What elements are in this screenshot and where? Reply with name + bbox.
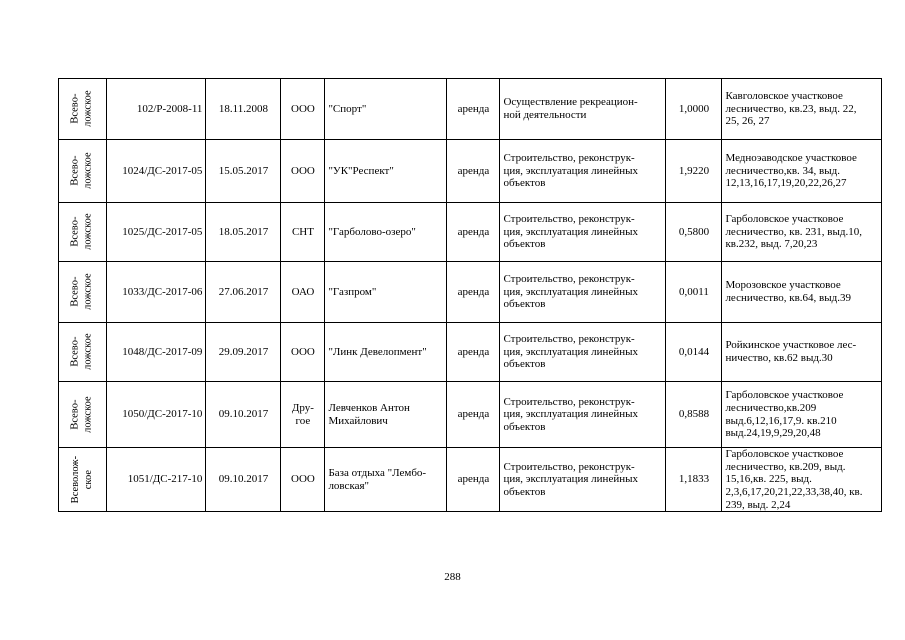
use-kind-cell: аренда — [447, 262, 500, 323]
use-kind-cell: аренда — [447, 323, 500, 382]
table-row — [59, 323, 882, 382]
org-name-cell: База отдыха "Лембо- ловская" — [325, 448, 447, 512]
table-row — [59, 382, 882, 448]
use-kind-cell: аренда — [447, 140, 500, 203]
location-cell: Гарболовское участковое лесничество, кв. 231, выд.10, кв.232, выд. 7,20,23 — [722, 203, 882, 262]
org-type-cell: Дру- гое — [281, 382, 325, 448]
use-kind-cell: аренда — [447, 203, 500, 262]
purpose-cell: Строительство, реконструк- ция, эксплуатация линейных объектов — [500, 203, 666, 262]
page-number: 288 — [444, 571, 461, 583]
purpose-cell: Осуществление рекреацион- ной деятельности — [500, 79, 666, 140]
purpose-cell: Строительство, реконструк- ция, эксплуатация линейных объектов — [500, 448, 666, 512]
contract-number-cell: 1050/ДС-2017-10 — [107, 382, 206, 448]
district-cell — [59, 203, 107, 262]
contract-date-cell: 18.05.2017 — [206, 203, 281, 262]
org-name-cell: "Спорт" — [325, 79, 447, 140]
contract-number-cell: 1024/ДС-2017-05 — [107, 140, 206, 203]
use-kind-cell: аренда — [447, 382, 500, 448]
org-type-cell: ОАО — [281, 262, 325, 323]
district-cell — [59, 262, 107, 323]
org-type-cell: ООО — [281, 140, 325, 203]
org-name-cell: "Гарболово-озеро" — [325, 203, 447, 262]
district-cell — [59, 79, 107, 140]
district-label: Всеволож- ское — [70, 455, 94, 504]
district-cell — [59, 448, 107, 512]
area-cell: 0,0144 — [666, 323, 722, 382]
area-cell: 1,9220 — [666, 140, 722, 203]
location-cell: Гарболовское участковое лесничество, кв.209, выд. 15,16,кв. 225, выд. 2,3,6,17,20,21,22,33,38,40, кв. 239, выд. 2,24 — [722, 448, 882, 512]
table-row — [59, 203, 882, 262]
purpose-cell: Строительство, реконструк- ция, эксплуатация линейных объектов — [500, 323, 666, 382]
location-cell: Гарболовское участковое лесничество,кв.209 выд.6,12,16,17,9. кв.210 выд.24,19,9,29,20,48 — [722, 382, 882, 448]
district-label: Всево- ложское — [70, 213, 94, 251]
area-cell: 0,8588 — [666, 382, 722, 448]
location-cell: Ройкинское участковое лес- ничество, кв.62 выд.30 — [722, 323, 882, 382]
purpose-cell: Строительство, реконструк- ция, эксплуатация линейных объектов — [500, 382, 666, 448]
contract-date-cell: 27.06.2017 — [206, 262, 281, 323]
contract-date-cell: 15.05.2017 — [206, 140, 281, 203]
org-type-cell: ООО — [281, 79, 325, 140]
area-cell: 1,1833 — [666, 448, 722, 512]
table-row — [59, 448, 882, 512]
contract-number-cell: 1048/ДС-2017-09 — [107, 323, 206, 382]
contract-number-cell: 1051/ДС-217-10 — [107, 448, 206, 512]
purpose-cell: Строительство, реконструк- ция, эксплуатация линейных объектов — [500, 140, 666, 203]
area-cell: 0,5800 — [666, 203, 722, 262]
location-cell: Медноэаводское участковое лесничество,кв. 34, выд. 12,13,16,17,19,20,22,26,27 — [722, 140, 882, 203]
district-label: Всево- ложское — [70, 273, 94, 311]
table-row — [59, 262, 882, 323]
org-type-cell: ООО — [281, 323, 325, 382]
org-name-cell: "УК"Респект" — [325, 140, 447, 203]
area-cell: 1,0000 — [666, 79, 722, 140]
org-name-cell: Левченков Антон Михайлович — [325, 382, 447, 448]
district-cell — [59, 140, 107, 203]
org-type-cell: СНТ — [281, 203, 325, 262]
district-label: Всево- ложское — [70, 396, 94, 433]
contract-date-cell: 09.10.2017 — [206, 448, 281, 512]
table-body — [59, 79, 882, 512]
contract-date-cell: 18.11.2008 — [206, 79, 281, 140]
location-cell: Морозовское участковое лесничество, кв.64, выд.39 — [722, 262, 882, 323]
use-kind-cell: аренда — [447, 448, 500, 512]
district-label: Всево- ложское — [70, 90, 94, 128]
contract-number-cell: 1025/ДС-2017-05 — [107, 203, 206, 262]
contract-date-cell: 29.09.2017 — [206, 323, 281, 382]
table-row — [59, 140, 882, 203]
org-name-cell: "Линк Девелопмент" — [325, 323, 447, 382]
location-cell: Кавголовское участковое лесничество, кв.23, выд. 22, 25, 26, 27 — [722, 79, 882, 140]
district-label: Всево- ложское — [70, 152, 94, 190]
purpose-cell: Строительство, реконструк- ция, эксплуатация линейных объектов — [500, 262, 666, 323]
lease-table — [58, 78, 882, 512]
contract-date-cell: 09.10.2017 — [206, 382, 281, 448]
org-type-cell: ООО — [281, 448, 325, 512]
table-row — [59, 79, 882, 140]
area-cell: 0,0011 — [666, 262, 722, 323]
org-name-cell: "Газпром" — [325, 262, 447, 323]
contract-number-cell: 102/Р-2008-11 — [107, 79, 206, 140]
district-cell — [59, 382, 107, 448]
use-kind-cell: аренда — [447, 79, 500, 140]
district-cell — [59, 323, 107, 382]
district-label: Всево- ложское — [70, 333, 94, 371]
contract-number-cell: 1033/ДС-2017-06 — [107, 262, 206, 323]
